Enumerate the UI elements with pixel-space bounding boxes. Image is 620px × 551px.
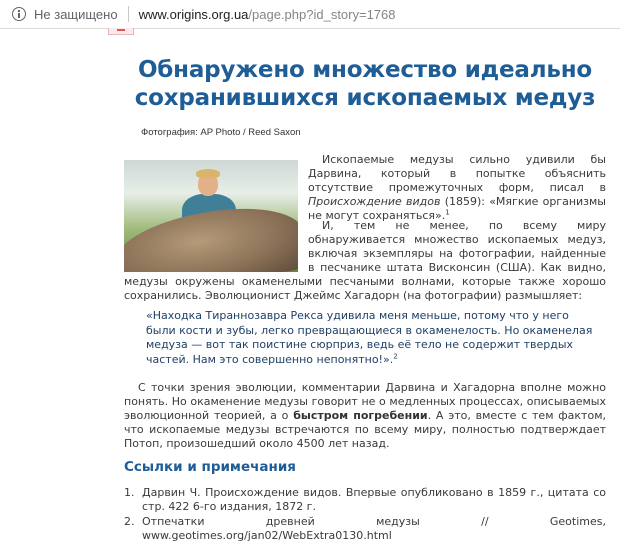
footnote-ref-2[interactable]: 2 xyxy=(393,351,398,360)
photo-credit: Фотография: AP Photo / Reed Saxon xyxy=(141,127,301,138)
address-divider xyxy=(128,6,129,22)
blockquote-hagadorn: «Находка Тираннозавра Рекса удивила меня меньше, потому что у него были кости и зубы, легко превращающиеся в окаменелость. Но окаменелая медуза — вот так поистине сюрприз, ведь её тело не содержит твердых частей. Нам это совершенно непонятно!».$^2$ xyxy=(146,309,593,366)
emphasis-rapid-burial: быстром погребении xyxy=(293,409,428,422)
book-title: Происхождение видов xyxy=(308,195,441,208)
page-header-fragment xyxy=(108,28,134,35)
url-host[interactable]: www.origins.org.ua xyxy=(138,6,249,22)
article-title: Обнаружено множество идеально сохранившихся ископаемых медуз xyxy=(134,57,596,111)
info-icon[interactable] xyxy=(12,7,26,21)
reference-item[interactable]: 2. Отпечатки древней медузы // Geotimes, www.geotimes.org/jan02/WebExtra0130.html xyxy=(124,515,606,542)
reference-item: 1. Дарвин Ч. Происхождение видов. Впервые опубликовано в 1859 г., цитата со стр. 422 6-го издания, 1872 г. xyxy=(124,486,606,513)
paragraph-conclusion: С точки зрения эволюции, комментарии Дарвина и Хагадорна вполне можно понять. Но окаменение медузы говорит не о медленных процессах, описываемых эволюционной теорией, а о быстром погребении. А это, вместе с тем фактом, что ископаемые медузы встречаются по всему миру, полностью подтверждает Потоп, произошедший около 4500 лет назад. xyxy=(124,381,606,450)
browser-address-bar[interactable] xyxy=(0,0,620,29)
references-list xyxy=(124,486,606,544)
footnote-ref-1[interactable]: 1 xyxy=(445,208,450,217)
references-heading: Ссылки и примечания xyxy=(124,459,296,475)
security-status[interactable]: Не защищено xyxy=(34,6,118,22)
person-hair xyxy=(196,169,220,178)
paragraph-darwin: Ископаемые медузы сильно удивили бы Дарвина, который в попытке объяснить отсутствие промежуточных форм, писал в Происхождение видов (1859): «Мягкие организмы не могут сохраняться».$^1$ xyxy=(308,153,606,222)
paragraph-fossils: И, тем не менее, по всему миру обнаруживается множество ископаемых медуз, включая экземпляры на фотографии, найденные в песчанике штата Висконсин (США). Как видно, медузы окружены окаменелыми песчаными волнами, которые также хорошо сохранились. Эволюционист Джеймс Хагадорн (на фотографии) размышляет: xyxy=(124,219,606,302)
url-path[interactable]: /page.php?id_story=1768 xyxy=(248,6,396,22)
